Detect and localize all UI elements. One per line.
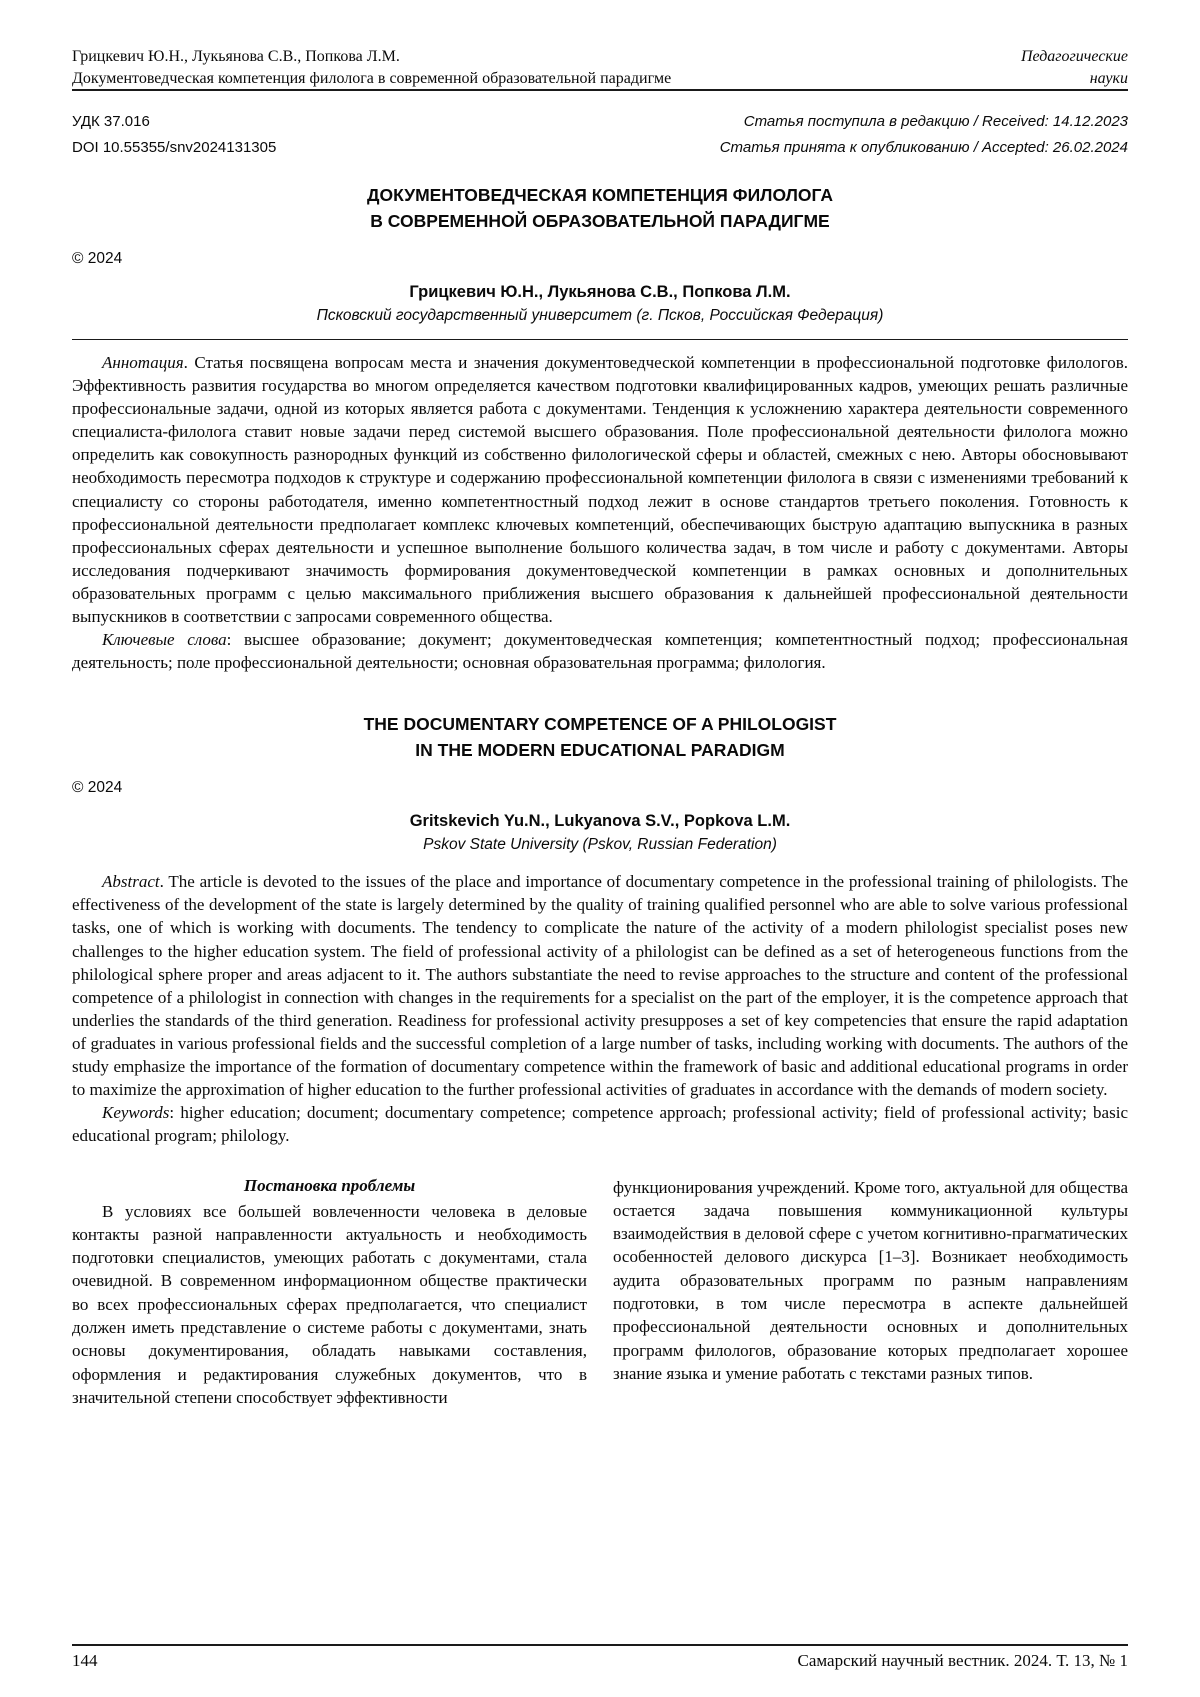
running-header-row-2 — [72, 68, 1128, 90]
article-title-ru — [72, 183, 1128, 234]
column-left — [72, 1176, 587, 1410]
received-date: Статья поступила в редакцию / Received: 14.12.2023 — [743, 113, 1128, 131]
footer-row — [72, 1646, 1128, 1671]
section-heading: Постановка проблемы — [243, 1175, 416, 1195]
accepted-date: Статья принята к опубликованию / Accepted: 26.02.2024 — [719, 139, 1128, 157]
keywords-en-text: : higher education; document; documentary competence; competence approach; professional activity; field of professional activity; basic educational program; philology. — [72, 1103, 1128, 1146]
authors-en: Gritskevich Yu.N., Lukyanova S.V., Popkova L.M. — [409, 812, 791, 831]
column-right-text: функционирования учреждений. Кроме того, актуальной для общества остается задача повышения коммуникационной культуры взаимодействия в деловой сфере с учетом когнитивно-прагматических особенностей делового дискурса [1–3]. Возникает необходимость аудита образовательных программ по разным направлениям подготовки, в том числе пересмотра в аспекте дальнейшей профессиональной деятельности основных и дополнительных программ филологов, образование которых предполагает хорошее знание языка и умение работать с текстами разных типов. — [613, 1177, 1128, 1383]
running-header-authors: Грицкевич Ю.Н., Лукьянова С.В., Попкова Л.М. — [72, 48, 400, 65]
meta-row-doi — [72, 139, 1128, 156]
keywords-ru — [72, 628, 1128, 674]
running-header-section-line2: науки — [1089, 69, 1128, 87]
keywords-en-label: Keywords — [102, 1103, 170, 1123]
article-title-en-line1: THE DOCUMENTARY COMPETENCE OF A PHILOLOGIST — [363, 714, 837, 735]
running-header-row-1 — [72, 46, 1128, 68]
header-rule — [72, 89, 1128, 91]
running-header-section-line1: Педагогические — [1020, 48, 1128, 65]
abstract-en-label: Abstract — [102, 872, 160, 892]
abstract-en — [72, 870, 1128, 1101]
article-meta — [72, 113, 1128, 165]
column-left-text: В условиях все большей вовлеченности человека в деловые контакты разной направленности актуальность и необходимость подготовки специалистов, умеющих работать с документами, стала очевидной. В современном информационном обществе практически во всех профессиональных сферах предполагается, что специалист должен иметь представление о системе работы с документами, знать основы документирования, обладать навыками составления, оформления и редактирования служебных документов, что в значительной степени способствует эффективности — [72, 1201, 587, 1407]
keywords-ru-label: Ключевые слова — [102, 630, 227, 650]
article-title-en — [72, 712, 1128, 763]
authors-ru: Грицкевич Ю.Н., Лукьянова С.В., Попкова Л.М. — [409, 282, 791, 301]
article-title-ru-line2: В СОВРЕМЕННОЙ ОБРАЗОВАТЕЛЬНОЙ ПАРАДИГМЕ — [370, 210, 830, 231]
article-title-ru-line1: ДОКУМЕНТОВЕДЧЕСКАЯ КОМПЕТЕНЦИЯ ФИЛОЛОГА — [367, 185, 833, 206]
page-footer — [72, 1644, 1128, 1671]
udk-code: УДК 37.016 — [72, 113, 150, 131]
column-right — [613, 1176, 1128, 1410]
abstract-en-text: . The article is devoted to the issues of the place and importance of documentary competence in the professional training of philologists. The effectiveness of the development of the state is largely determined by the quality of training qualified personnel who are able to solve various professional tasks, one of which is working with documents. The tendency to complicate the nature of the activity of a modern philologist specialist poses new challenges to the higher education system. The field of professional activity of a philologist can be defined as a set of heterogeneous functions from the philological sphere proper and areas adjacent to it. The authors substantiate the need to revise approaches to the structure and content of the professional competence of a philologist in connection with changes in the requirements for a specialist on the part of the employer, it is the competence approach that underlies the standards of the third generation. Readiness for professional activity presupposes a set of key competencies that ensure the rapid adaptation of graduates in various professional fields and the successful completion of a large number of tasks, including working with documents. The authors of the study emphasize the importance of the formation of documentary competence within the framework of basic and additional educational programs in order to maximize the approximation of higher education to the further professional activities of graduates in accordance with the demands of modern society. — [72, 872, 1128, 1100]
meta-row-udk — [72, 113, 1128, 130]
abstract-rule — [72, 339, 1128, 340]
page-number: 144 — [72, 1651, 98, 1670]
abstract-ru-text: . Статья посвящена вопросам места и значения документоведческой компетенции в профессиональной подготовке филологов. Эффективность развития государства во многом определяется качеством подготовки квалифицированных кадров, умеющих решать различные профессиональные задачи, одной из которых является работа с документами. Тенденция к усложнению характера деятельности современного специалиста-филолога ставит новые задачи перед системой высшего образования. Поле профессиональной деятельности филолога можно определить как совокупность разнородных функций из собственно филологической сферы и областей, смежных с нею. Авторы обосновывают необходимость пересмотра подходов к структуре и содержанию профессиональной компетенции филолога в связи с изменениями требований к специалисту со стороны работодателя, именно компетентностный подход лежит в основе стандартов третьего поколения. Готовность к профессиональной деятельности предполагает комплекс ключевых компетенций, обеспечивающих быструю адаптацию выпускника в разных профессиональных сферах деятельности и успешное выполнение большого количества задач, в том числе и работу с документами. Авторы исследования подчеркивают значимость формирования документоведческой компетенции в рамках основных и дополнительных образовательных программ с целью максимального приближения высшего образования к дальнейшей профессиональной деятельности выпускников в соответствии с запросами современного общества. — [72, 352, 1128, 627]
abstract-ru — [72, 351, 1128, 628]
running-header — [72, 46, 1128, 91]
copyright-ru: © 2024 — [72, 249, 123, 267]
copyright-en: © 2024 — [72, 779, 123, 797]
abstract-ru-label: Аннотация — [102, 352, 184, 372]
journal-reference: Самарский научный вестник. 2024. Т. 13, № 1 — [797, 1651, 1128, 1670]
article-body-columns — [72, 1176, 1128, 1410]
doi-code: DOI 10.55355/snv2024131305 — [72, 139, 277, 157]
keywords-ru-text: : высшее образование; документ; документоведческая компетенция; компетентностный подход; профессиональная деятельность; поле профессиональной деятельности; основная образовательная программа; филология. — [72, 630, 1128, 673]
article-title-en-line2: IN THE MODERN EDUCATIONAL PARADIGM — [415, 739, 785, 760]
affiliation-en: Pskov State University (Pskov, Russian Federation) — [423, 836, 777, 854]
affiliation-ru: Псковский государственный университет (г. Псков, Российская Федерация) — [316, 306, 884, 324]
keywords-en — [72, 1101, 1128, 1147]
running-header-article-title: Документоведческая компетенция филолога в современной образовательной парадигме — [72, 69, 672, 87]
